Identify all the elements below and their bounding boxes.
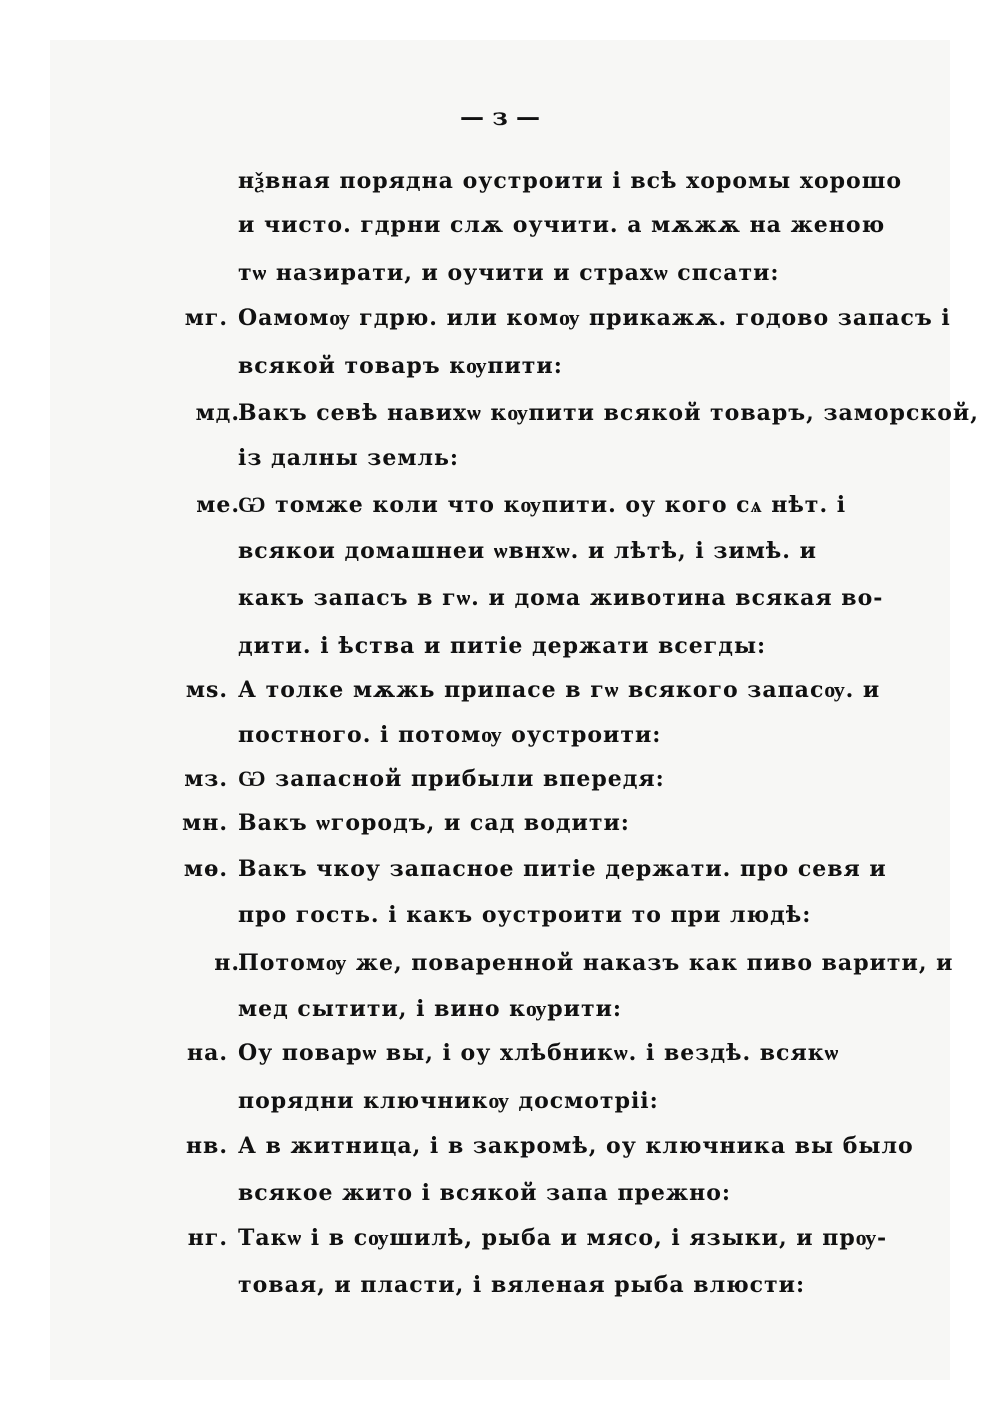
- entry-number: ме.: [196, 492, 240, 518]
- text-line: Такѡ і в сѹшилѣ, рыба и мясо, і языки, и прѹ-: [238, 1225, 888, 1251]
- entry-number: нг.: [187, 1225, 228, 1251]
- text-line: порядни ключникѹ досмотріі:: [238, 1088, 659, 1114]
- text-line: нѯвная порядна оустроити і всѣ хоромы хорошо: [238, 168, 903, 194]
- page-background: [50, 40, 979, 1380]
- text-line: тѡ назирати, и оучити и страхѡ спсати:: [238, 260, 780, 286]
- text-line: и чисто. гдрни слѫ оучити. а мѫжѫ на женою: [238, 212, 886, 238]
- text-line: всякое жито і всякой запа прежно:: [238, 1180, 732, 1206]
- text-line: А толке мѫжь припасе в гѡ всякого запасѹ. и: [238, 677, 881, 703]
- text-line: товая, и пласти, і вяленая рыба влюсти:: [238, 1272, 806, 1298]
- text-line: всякои домашнеи ѡвнхѡ. и лѣтѣ, і зимѣ. и: [238, 538, 817, 564]
- text-line: всякой товаръ кѹпити:: [238, 353, 563, 379]
- text-line: постного. і потомѹ оустроити:: [238, 722, 662, 748]
- text-line: какъ запасъ в гѡ. и дома животина всякая во-: [238, 585, 884, 611]
- text-line: Оу поварѡ вы, і оу хлѣбникѡ. і вездѣ. всякѡ: [238, 1040, 840, 1066]
- text-line: Ѡ томже коли что кѹпити. оу кого сѧ нѣт. і: [238, 492, 847, 518]
- entry-number: мѳ.: [183, 856, 228, 882]
- text-line: із далны земль:: [238, 445, 460, 471]
- entry-number: мз.: [184, 766, 228, 792]
- text-line: Вакъ чкоу запасное питіе держати. про севя и: [238, 856, 887, 882]
- text-line: Оамомѹ гдрю. или комѹ прикажѫ. годово запасъ і: [238, 305, 951, 331]
- text-line: Вакъ севѣ навихѡ кѹпити всякой товаръ, заморской,: [238, 400, 979, 426]
- text-line: Потомѹ же, поваренной наказъ как пиво варити, и: [238, 950, 954, 976]
- page-number: — з —: [459, 102, 541, 131]
- text-line: дити. і ѣства и питіе держати всегды:: [238, 633, 767, 659]
- text-line: мед сытити, і вино кѹрити:: [238, 996, 623, 1022]
- entry-number: мѕ.: [185, 677, 228, 703]
- entry-number: н.: [214, 950, 240, 976]
- entry-number: мн.: [182, 810, 228, 836]
- text-line: А в житница, і в закромѣ, оу ключника вы было: [238, 1133, 914, 1159]
- entry-number: мг.: [184, 305, 228, 331]
- text-line: Вакъ ѡгородъ, и сад водити:: [238, 810, 630, 836]
- entry-number: на.: [186, 1040, 228, 1066]
- text-line: Ѡ запасной прибыли впередя:: [238, 766, 665, 792]
- text-line: про гость. і какъ оустроити то при людѣ:: [238, 902, 812, 928]
- entry-number: нв.: [185, 1133, 228, 1159]
- entry-number: мд.: [195, 400, 240, 426]
